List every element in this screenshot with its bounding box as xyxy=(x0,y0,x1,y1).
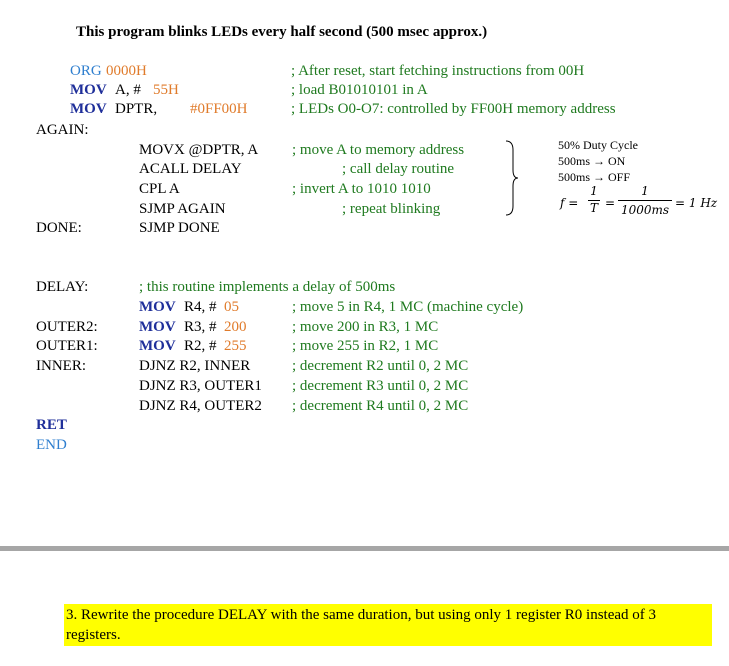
djnz-r3-comment: ; decrement R3 until 0, 2 MC xyxy=(292,378,469,394)
done-code: SJMP DONE xyxy=(139,220,220,236)
curly-brace-icon xyxy=(505,140,519,216)
mov-a-operand: A, # xyxy=(115,82,141,98)
section-divider xyxy=(0,546,729,551)
again-comment-3: ; invert A to 1010 1010 xyxy=(292,181,431,197)
label-outer2: OUTER2: xyxy=(36,319,98,335)
frac2-denominator: 1000ms xyxy=(620,203,670,217)
question-3: 3. Rewrite the procedure DELAY with the same duration, but using only 1 register R0 instead of 3 registers. xyxy=(64,604,712,646)
djnz-r4-code: DJNZ R4, OUTER2 xyxy=(139,398,262,414)
mov-dptr-comment: ; LEDs O0-O7: controlled by FF00H memory address xyxy=(291,101,616,117)
again-code-2: ACALL DELAY xyxy=(139,161,242,177)
again-comment-4: ; repeat blinking xyxy=(342,201,441,217)
delay-mov-r2-keyword: MOV xyxy=(139,338,176,354)
label-outer1: OUTER1: xyxy=(36,338,98,354)
delay-mov-r2-value: 255 xyxy=(224,338,247,354)
again-code-3: CPL A xyxy=(139,181,180,197)
label-done: DONE: xyxy=(36,220,82,236)
delay-mov-r3-value: 200 xyxy=(224,319,247,335)
label-inner: INNER: xyxy=(36,358,86,374)
frac2-numerator: 1 xyxy=(641,184,649,198)
mov-dptr-operand: DPTR, xyxy=(115,101,158,117)
mov-dptr-value: #0FF00H xyxy=(190,101,248,117)
org-address: 0000H xyxy=(106,63,147,79)
off-time-note: 500ms → OFF xyxy=(558,170,631,184)
formula-result: = 1 Hz xyxy=(675,196,718,210)
delay-mov-r4-operand: R4, # xyxy=(184,299,217,315)
label-again: AGAIN: xyxy=(36,122,89,138)
djnz-r2-code: DJNZ R2, INNER xyxy=(139,358,251,374)
mov-a-keyword: MOV xyxy=(70,82,107,98)
again-code-4: SJMP AGAIN xyxy=(139,201,226,217)
again-code-1: MOVX @DPTR, A xyxy=(139,142,259,158)
delay-mov-r4-value: 05 xyxy=(224,299,239,315)
delay-mov-r2-comment: ; move 255 in R2, 1 MC xyxy=(292,338,439,354)
on-time-note: 500ms → ON xyxy=(558,154,626,168)
page-title: This program blinks LEDs every half second (500 msec approx.) xyxy=(76,24,488,40)
formula-f: f = xyxy=(560,196,579,210)
formula-equals: = xyxy=(605,196,616,210)
delay-comment: ; this routine implements a delay of 500ms xyxy=(139,279,396,295)
delay-mov-r3-operand: R3, # xyxy=(184,319,217,335)
djnz-r3-code: DJNZ R3, OUTER1 xyxy=(139,378,262,394)
frac1-denominator: T xyxy=(589,201,598,215)
djnz-r4-comment: ; decrement R4 until 0, 2 MC xyxy=(292,398,469,414)
delay-mov-r3-comment: ; move 200 in R3, 1 MC xyxy=(292,319,439,335)
again-comment-1: ; move A to memory address xyxy=(292,142,465,158)
again-comment-2: ; call delay routine xyxy=(342,161,455,177)
org-directive: ORG xyxy=(70,63,102,79)
org-comment: ; After reset, start fetching instructions from 00H xyxy=(291,63,585,79)
mov-a-value: 55H xyxy=(153,82,179,98)
end-directive: END xyxy=(36,437,67,453)
mov-dptr-keyword: MOV xyxy=(70,101,107,117)
delay-mov-r4-comment: ; move 5 in R4, 1 MC (machine cycle) xyxy=(292,299,524,315)
label-delay: DELAY: xyxy=(36,279,89,295)
frac2-bar xyxy=(618,200,672,201)
delay-mov-r3-keyword: MOV xyxy=(139,319,176,335)
delay-mov-r2-operand: R2, # xyxy=(184,338,217,354)
mov-a-comment: ; load B01010101 in A xyxy=(291,82,428,98)
djnz-r2-comment: ; decrement R2 until 0, 2 MC xyxy=(292,358,469,374)
frac1-numerator: 1 xyxy=(590,184,598,198)
duty-cycle-note: 50% Duty Cycle xyxy=(558,138,638,152)
delay-mov-r4-keyword: MOV xyxy=(139,299,176,315)
ret-keyword: RET xyxy=(36,417,67,433)
